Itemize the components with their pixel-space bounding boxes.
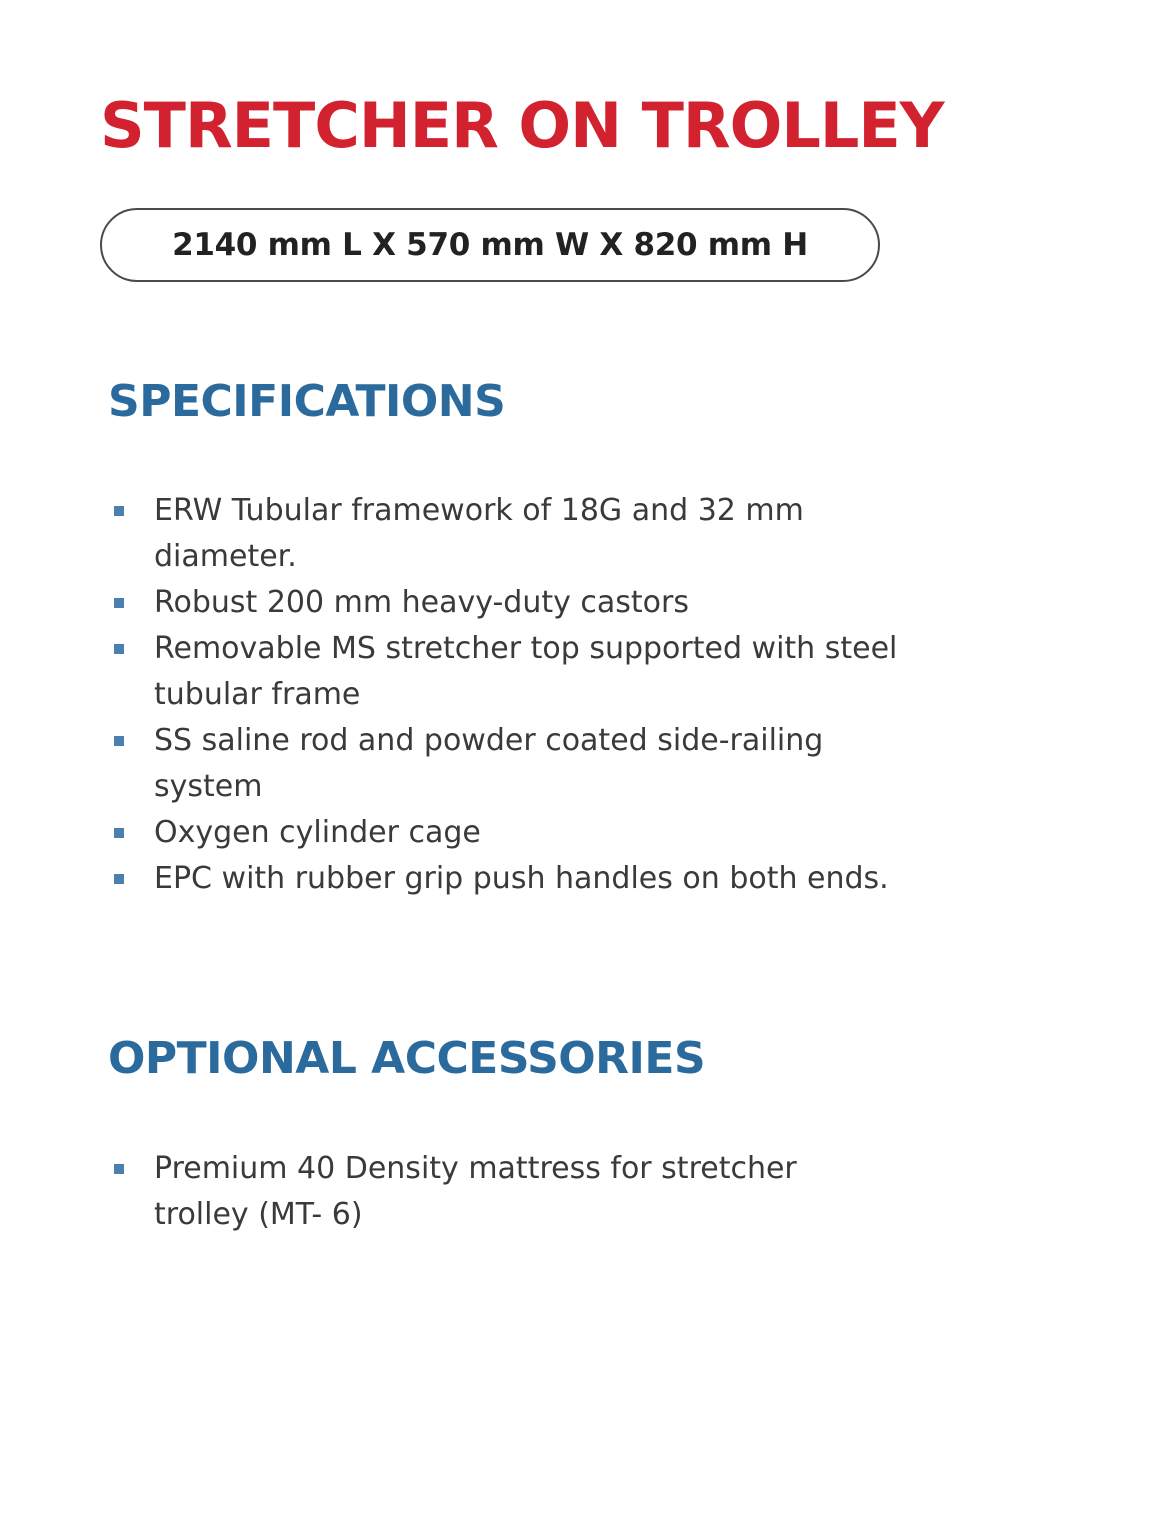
square-bullet-icon [114, 828, 124, 838]
specifications-list [110, 488, 900, 902]
list-item [110, 626, 900, 718]
square-bullet-icon [114, 1164, 124, 1174]
dimensions-badge [100, 208, 880, 282]
square-bullet-icon [114, 506, 124, 516]
list-item [110, 580, 900, 626]
square-bullet-icon [114, 598, 124, 608]
square-bullet-icon [114, 644, 124, 654]
spec-item-text: SS saline rod and powder coated side-railing system [154, 723, 824, 804]
spec-item-text: Oxygen cylinder cage [154, 815, 481, 850]
list-item [110, 810, 900, 856]
list-item [110, 718, 900, 810]
spec-item-text: Robust 200 mm heavy-duty castors [154, 585, 689, 620]
square-bullet-icon [114, 874, 124, 884]
spec-item-text: ERW Tubular framework of 18G and 32 mm diameter. [154, 493, 804, 574]
list-item [110, 488, 900, 580]
product-title: STRETCHER ON TROLLEY [100, 89, 944, 162]
specifications-heading: SPECIFICATIONS [108, 376, 506, 427]
dimensions-text: 2140 mm L X 570 mm W X 820 mm H [172, 227, 808, 263]
optional-accessories-list [110, 1146, 900, 1238]
spec-item-text: EPC with rubber grip push handles on both ends. [154, 861, 889, 896]
optional-accessories-heading: OPTIONAL ACCESSORIES [108, 1033, 706, 1084]
spec-item-text: Removable MS stretcher top supported with steel tubular frame [154, 631, 898, 712]
list-item [110, 1146, 900, 1238]
list-item [110, 856, 900, 902]
square-bullet-icon [114, 736, 124, 746]
accessory-item-text: Premium 40 Density mattress for stretcher trolley (MT- 6) [154, 1151, 797, 1232]
